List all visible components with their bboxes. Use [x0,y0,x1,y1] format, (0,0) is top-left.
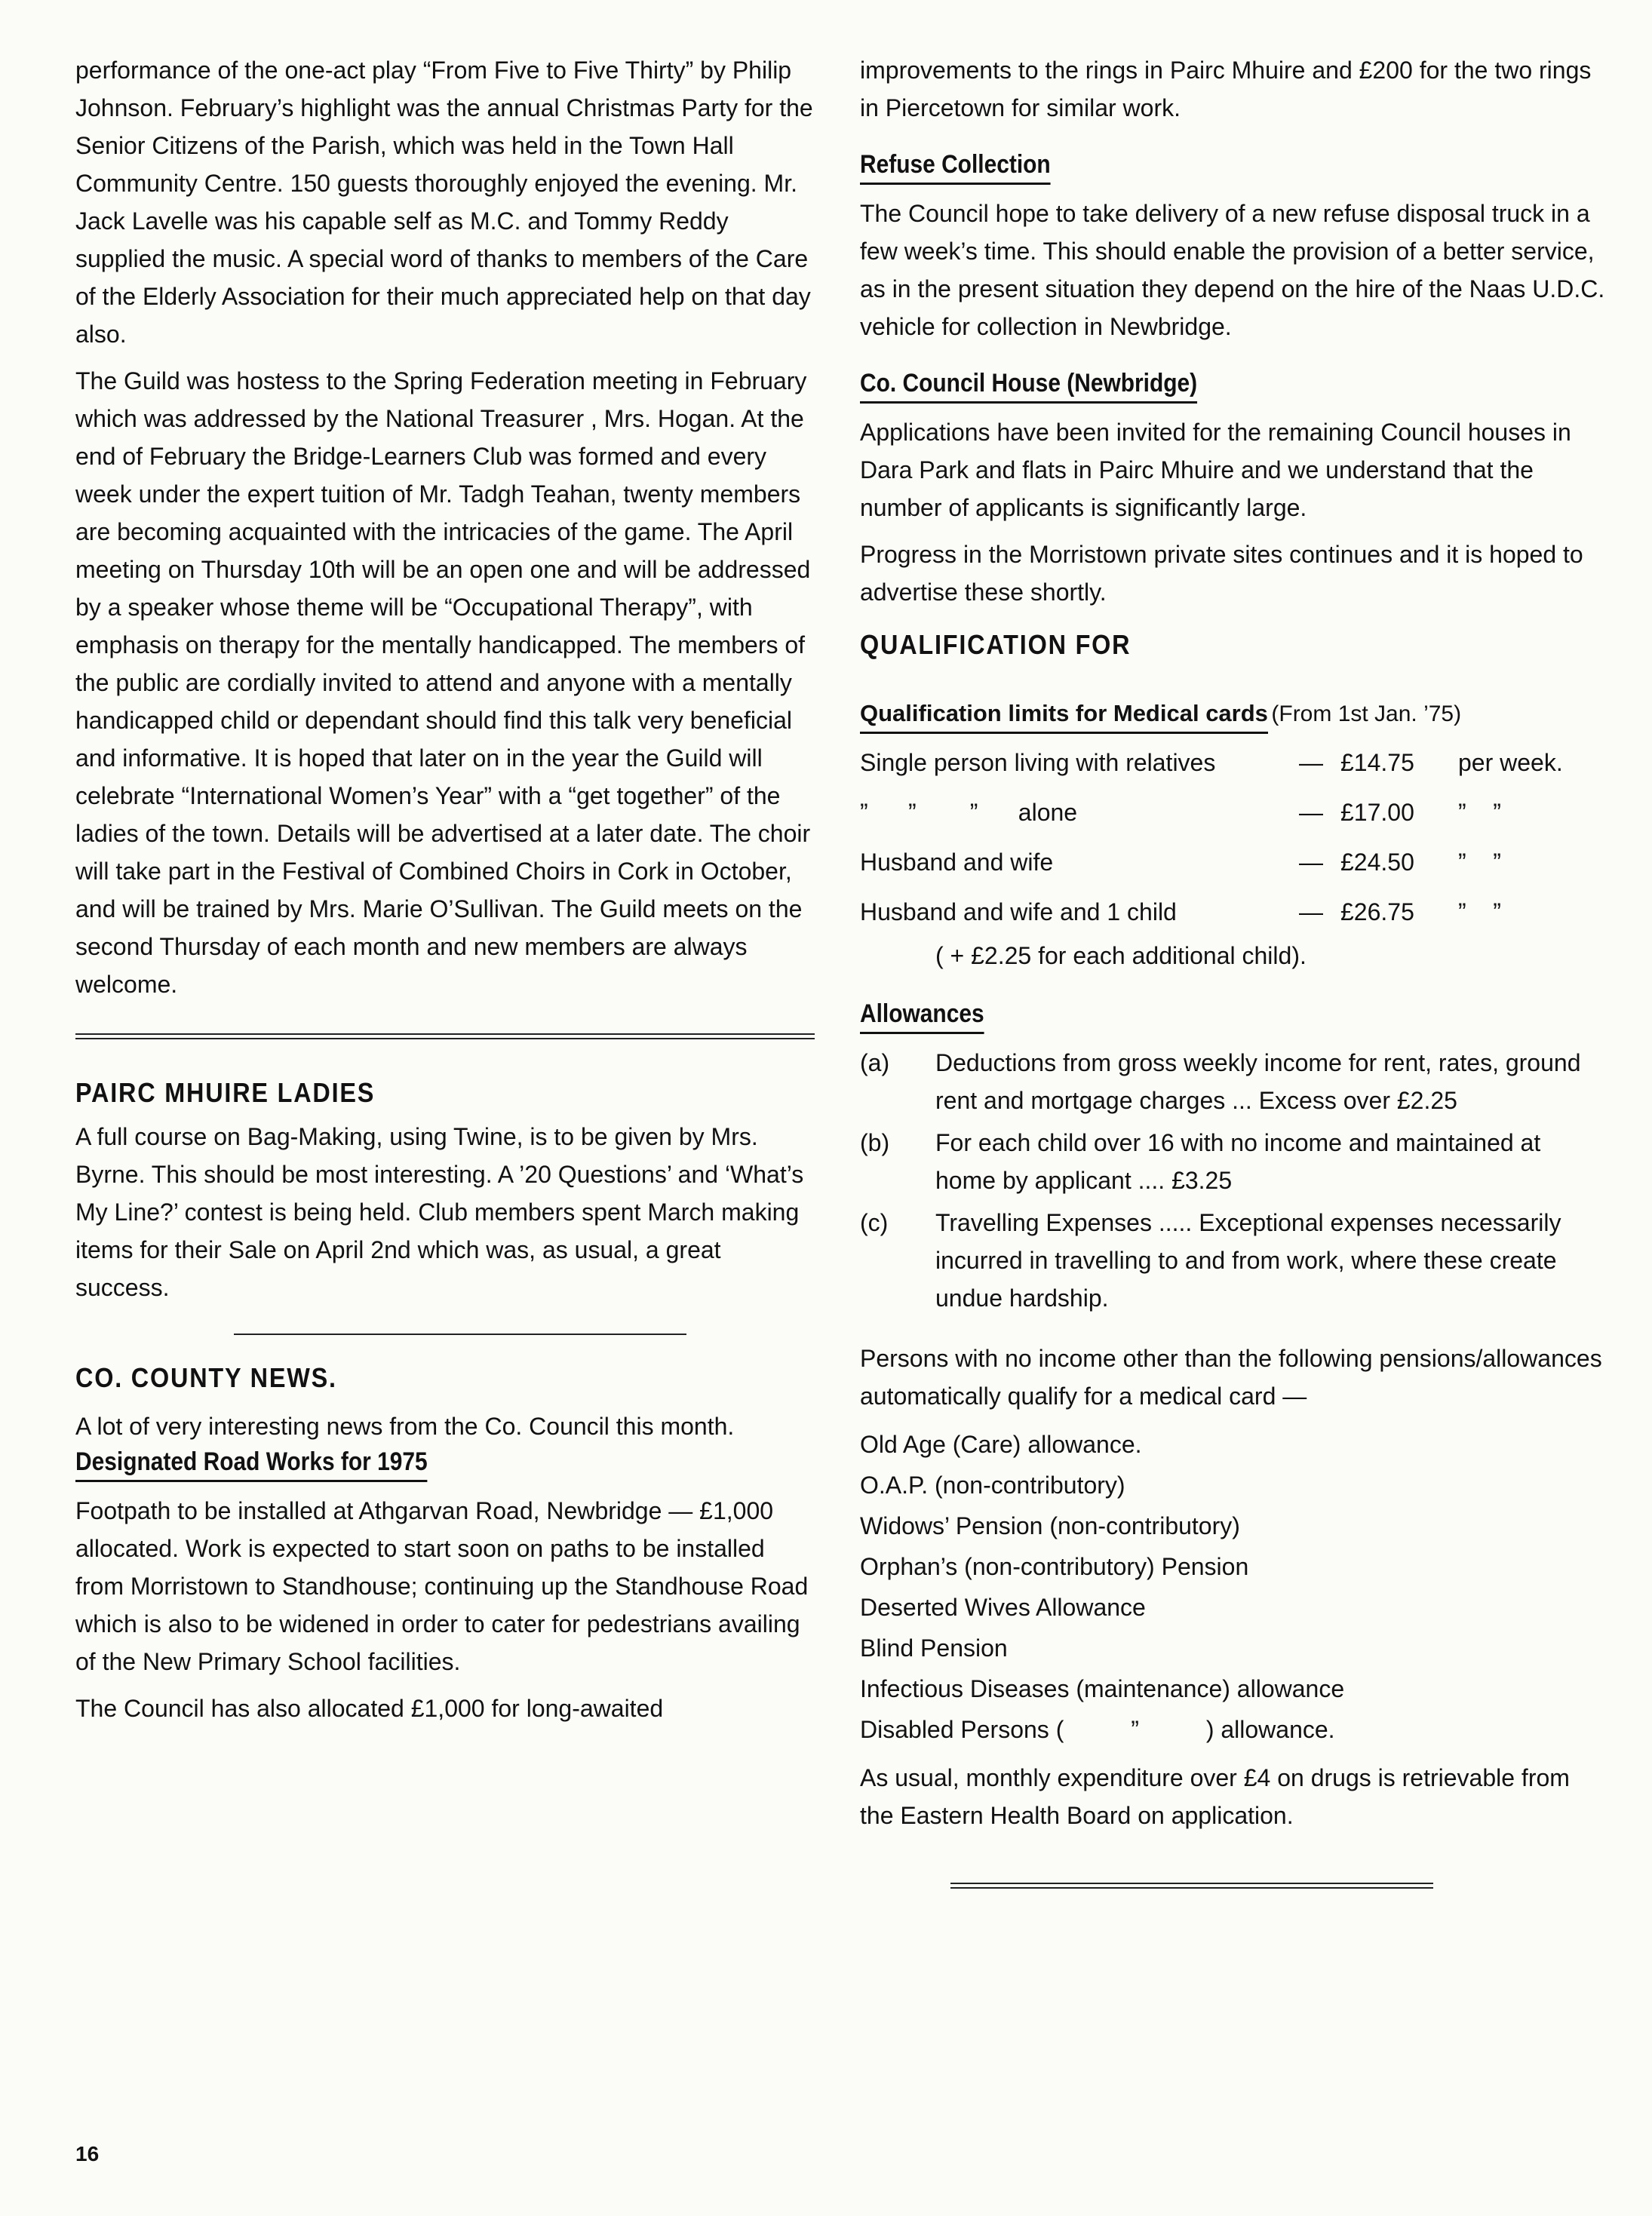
allowances-list [860,1044,1607,1317]
row-amount: £17.00 [1340,798,1414,826]
page-number: 16 [75,2142,100,2165]
council-house-text: Applications have been invited for the remaining Council houses in Dara Park and flats in Pairc Mhuire and we understand that the number of applicants is significantly large. [860,419,1571,521]
council-house-heading: Co. Council House (Newbridge) [860,367,1197,404]
medical-cards-date: (From 1st Jan. ’75) [1271,701,1462,726]
item-text: Deductions from gross weekly income for rent, rates, ground rent and mortgage charges ... Excess over £2.25 [935,1049,1581,1114]
table-row [860,887,1607,937]
additional-child-note: ( + £2.25 for each additional child). [935,942,1307,969]
end-divider [950,1883,1433,1889]
table-row [860,787,1607,837]
drugs-text: As usual, monthly expenditure over £4 on drugs is retrievable from the Eastern Health Board on application. [860,1764,1570,1829]
list-item [860,1204,1607,1317]
row-amount: £26.75 [1340,898,1414,925]
row-label: Husband and wife [860,848,1054,876]
road-works-text-2: The Council has also allocated £1,000 for long-awaited [75,1695,664,1722]
item-letter: (c) [860,1209,889,1236]
row-label: Single person living with relatives [860,748,1216,776]
row-per: ” ” [1458,798,1501,826]
row-label: ” ” ” alone [860,798,1078,826]
guild-paragraph-2: The Guild was hostess to the Spring Federation meeting in February which was addressed by the National Treasurer , Mrs. Hogan. At the end of February the Bridge-Learners Club was formed and every week under the expert tuition of Mr. Tadgh Teahan, twenty members are becoming acquainted with the intricacies of the game. The April meeting on Thursday 10th will be an open one and will be addressed by a speaker whose theme will be “Occupational Therapy”, with emphasis on therapy for the mentally handicapped. The members of the public are cordially invited to attend and anyone with a mentally handicapped child or dependant should find this talk very beneficial and informative. It is hoped that later on in the year the Guild will celebrate “International Women’s Year” with a “get together” of the ladies of the town. Details will be advertised at a later date. The choir will take part in the Festival of Combined Choirs in Cork in October, and will be trained by Mrs. Marie O’Sullivan. The Guild meets on the second Thursday of each month and new members are always welcome. [75,367,811,998]
pensions-list [860,1424,1607,1750]
pairc-mhuire-text: A full course on Bag-Making, using Twine, is to be given by Mrs. Byrne. This should be most interesting. A ’20 Questions’ and ‘What’s My Line?’ contest is being held. Club members spent March making items for their Sale on April 2nd which was, as usual, a great success. [75,1123,804,1301]
medical-limits-table [860,738,1607,974]
list-item: Old Age (Care) allowance. [860,1431,1142,1458]
item-text: Travelling Expenses ..... Exceptional expenses necessarily incurred in travelling to and from work, where these create undue hardship. [935,1209,1561,1312]
row-dash: — [1299,798,1323,826]
item-text: For each child over 16 with no income and maintained at home by applicant .... £3.25 [935,1129,1541,1194]
table-row [860,738,1607,787]
list-item: Orphan’s (non-contributory) Pension [860,1553,1249,1580]
list-item [860,1044,1607,1119]
row-amount: £14.75 [1340,748,1414,776]
section-divider [75,1033,815,1039]
list-item: Widows’ Pension (non-contributory) [860,1512,1240,1539]
row-per: ” ” [1458,848,1501,876]
list-item: O.A.P. (non-contributory) [860,1472,1125,1499]
refuse-collection-text: The Council hope to take delivery of a new refuse disposal truck in a few week’s time. This should enable the provision of a better service, as in the present situation they depend on the hire of the Naas U.D.C. vehicle for collection in Newbridge. [860,200,1605,340]
table-row [860,837,1607,887]
item-letter: (b) [860,1129,890,1156]
pensions-intro: Persons with no income other than the following pensions/allowances automatically qualify for a medical card — [860,1345,1602,1410]
pairc-mhuire-heading: PAIRC MHUIRE LADIES [75,1077,376,1108]
row-dash: — [1299,748,1323,776]
list-item: Blind Pension [860,1634,1008,1662]
row-per: ” ” [1458,898,1501,925]
left-column [75,51,815,1727]
list-item [860,1124,1607,1199]
road-works-text: Footpath to be installed at Athgarvan Road, Newbridge — £1,000 allocated. Work is expected to start soon on paths to be installed from Morristown to Standhouse; continuing up the Standhouse Road which is also to be widened in order to cater for pedestrians availing of the New Primary School facilities. [75,1497,809,1675]
refuse-collection-heading: Refuse Collection [860,148,1051,185]
item-letter: (a) [860,1049,890,1076]
guild-paragraph-1: performance of the one-act play “From Five to Five Thirty” by Philip Johnson. February’s highlight was the annual Christmas Party for the Senior Citizens of the Parish, which was held in the Town Hall Community Centre. 150 guests thoroughly enjoyed the evening. Mr. Jack Lavelle was his capable self as M.C. and Tommy Reddy supplied the music. A special word of thanks to members of the Care of the Elderly Association for their much appreciated help on that day also. [75,57,813,348]
road-works-continued: improvements to the rings in Pairc Mhuire and £200 for the two rings in Piercetown for similar work. [860,57,1592,121]
road-works-heading: Designated Road Works for 1975 [75,1445,428,1482]
row-per: per week. [1458,748,1563,776]
row-dash: — [1299,898,1323,925]
county-news-intro: A lot of very interesting news from the Co. Council this month. [75,1413,735,1440]
county-news-heading: CO. COUNTY NEWS. [75,1362,337,1393]
medical-cards-heading: Qualification limits for Medical cards [860,697,1268,734]
allowances-heading: Allowances [860,997,984,1034]
list-item: Disabled Persons ( ” ) allowance. [860,1716,1335,1743]
row-amount: £24.50 [1340,848,1414,876]
row-label: Husband and wife and 1 child [860,898,1177,925]
qualification-heading: QUALIFICATION FOR [860,629,1132,660]
right-column [860,51,1607,1889]
morristown-text: Progress in the Morristown private sites continues and it is hoped to advertise these shortly. [860,541,1583,606]
list-item: Deserted Wives Allowance [860,1594,1146,1621]
list-item: Infectious Diseases (maintenance) allowance [860,1675,1345,1702]
row-dash: — [1299,848,1323,876]
